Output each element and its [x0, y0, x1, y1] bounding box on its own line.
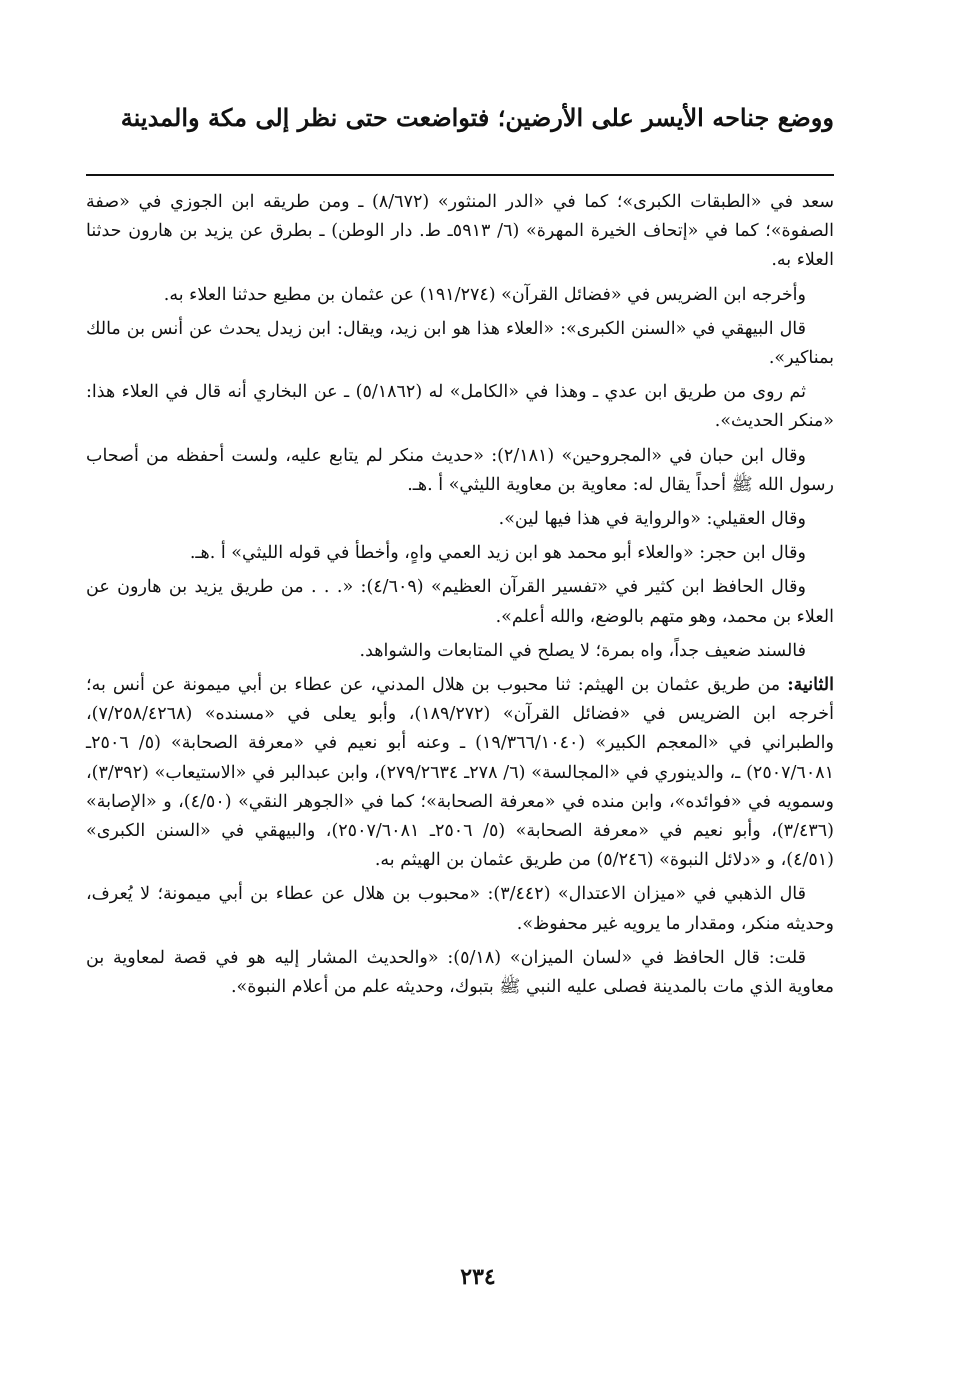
paragraph-lead: الثانية: [787, 675, 834, 696]
paragraph-text: وقال ابن حبان في «المجروحين» (٢/١٨١): «حديث منكر لم يتابع عليه، ولست أحفظه من أصحاب رسول الله ﷺ أحداً يقال له: معاوية بن معاوية الليثي» أ .هـ. [86, 445, 834, 495]
paragraph [86, 188, 834, 276]
paragraph-text: ثم روى من طريق ابن عدي ـ وهذا في «الكامل» له (٥/١٨٦٢) ـ عن البخاري أنه قال في العلاء هذا: «منكر الحديث». [86, 382, 834, 432]
paragraph-text: قلت: قال الحافظ في «لسان الميزان» (٥/١٨): «والحديث المشار إليه هو في قصة لمعاوية بن معاوية الذي مات بالمدينة فصلى عليه النبي ﷺ بتبوك، وحديثه علم من أعلام النبوة». [86, 947, 834, 998]
paragraph-text: قال البيهقي في «السنن الكبرى»: «العلاء هذا هو ابن زيد، ويقال: ابن زيدل يحدث عن أنس بن مالك بمناكير». [86, 318, 834, 369]
paragraph [86, 281, 834, 310]
paragraph [86, 442, 834, 500]
paragraph [86, 944, 834, 1002]
page-number: ٢٣٤ [460, 1264, 496, 1290]
paragraph-text: من طريق عثمان بن الهيثم: ثنا محبوب بن هلال المدني، عن عطاء بن أبي ميمونة عن أنس به؛ أخرجه ابن الضريس في «فضائل القرآن» (١٨٩/٢٧٢)، وأبو يعلى في «مسنده» (٧/٢٥٨/٤٢٦٨)، والطبراني في «المعجم الكبير» (١٩/٣٦٦/١٠٤٠) ـ وعنه أبو نعيم في «معرفة الصحابة» (٥/ ٢٥٠٦ـ ٢٥٠٧/٦٠٨١) ـ، والدينوري في «المجالسة» (٦/ ٢٧٨ـ ٢٧٩/٢٦٣٤)، وابن عبدالبر في «الاستيعاب» (٣/٣٩٢)، وسمويه في «فوائده»، وابن منده في «معرفة الصحابة»؛ كما في «الجوهر النقي» (٤/٥٠)، و «الإصابة» (٣/٤٣٦)، وأبو نعيم في «معرفة الصحابة» (٥/ ٢٥٠٦ـ ٢٥٠٧/٦٠٨١)، والبيهقي في «السنن الكبرى» (٤/٥١)، و «دلائل النبوة» (٥/٢٤٦) من طريق عثمان بن الهيثم به. [86, 675, 835, 871]
paragraph [86, 880, 834, 938]
paragraph-text: وقال العقيلي: «والرواية في هذا فيها لين». [498, 509, 806, 530]
paragraph [86, 539, 834, 568]
paragraph-text: قال الذهبي في «ميزان الاعتدال» (٣/٤٤٢): «محبوب بن هلال عن عطاء بن أبي ميمونة؛ لا يُعرف، وحديثه منكر، ومقدار ما يرويه غير محفوظ». [86, 884, 834, 934]
page-body [86, 188, 834, 1007]
paragraph [86, 505, 834, 534]
paragraph [86, 378, 834, 436]
header-divider [86, 174, 834, 176]
paragraph-text: وأخرجه ابن الضريس في «فضائل القرآن» (١٩١/٢٧٤) عن عثمان بن مطيع حدثنا العلاء به. [163, 284, 806, 305]
paragraph [86, 573, 834, 631]
running-title: ووضع جناحه الأيسر على الأرضين؛ فتواضعت حتى نظر إلى مكة والمدينة [120, 103, 834, 132]
paragraph-text: وقال الحافظ ابن كثير في «تفسير القرآن العظيم» (٤/٦٠٩): «. . . من طريق يزيد بن هارون عن العلاء بن محمد، وهو متهم بالوضع، والله أعلم». [86, 577, 834, 627]
paragraph-text: سعد في «الطبقات الكبرى»؛ كما في «الدر المنثور» (٨/٦٧٢) ـ ومن طريقه ابن الجوزي في «صفة الصفوة»؛ كما في «إتحاف الخيرة المهرة» (٦/ ٥٩١٣ـ ط. دار الوطن) ـ بطرق عن يزيد بن هارون حدثنا العلاء به. [86, 192, 834, 271]
paragraph [86, 671, 834, 875]
paragraph-text: فالسند ضعيف جداً، واه بمرة؛ لا يصلح في المتابعات والشواهد. [359, 640, 806, 661]
paragraph [86, 637, 834, 666]
paragraph-text: وقال ابن حجر: «والعلاء أبو محمد هو ابن زيد العمي واهٍ، وأخطأ في قوله الليثي» أ .هـ. [189, 543, 806, 564]
paragraph [86, 315, 834, 373]
